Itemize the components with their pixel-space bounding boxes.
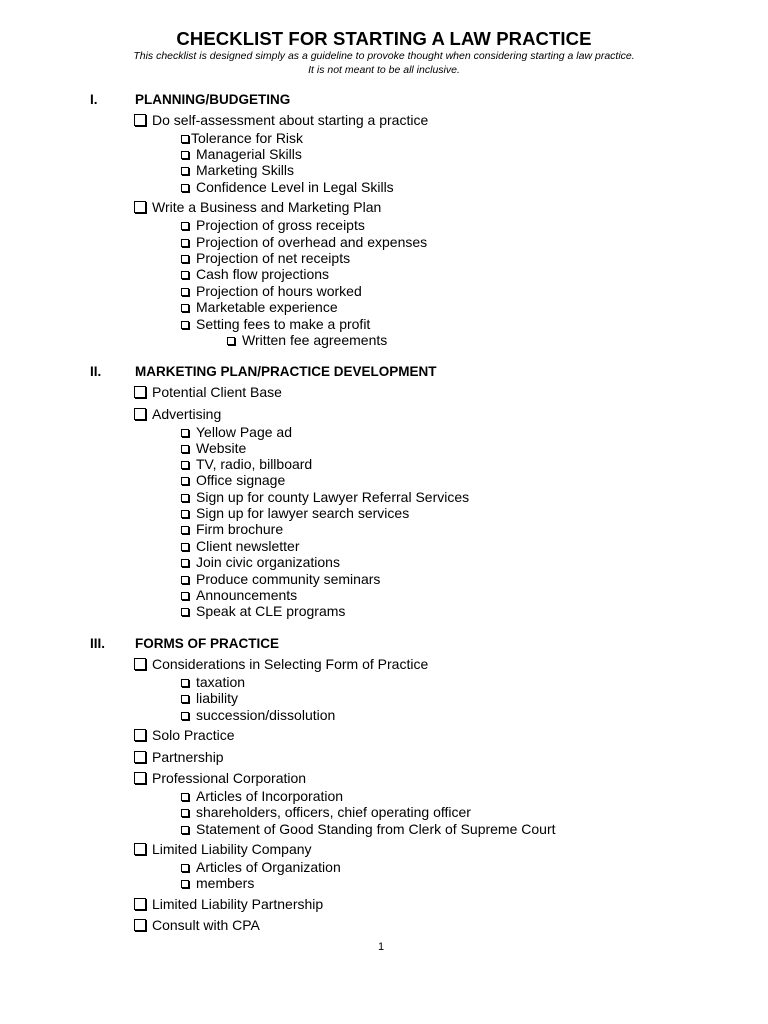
checklist-item[interactable] bbox=[134, 770, 306, 786]
item-label: Statement of Good Standing from Clerk of Supreme Court bbox=[196, 821, 556, 837]
item-label: Limited Liability Company bbox=[152, 841, 312, 857]
checklist-item[interactable] bbox=[181, 603, 345, 619]
checklist-item[interactable] bbox=[181, 179, 394, 195]
checkbox-icon[interactable] bbox=[181, 679, 189, 687]
item-label: Professional Corporation bbox=[152, 770, 307, 786]
item-label: Advertising bbox=[152, 406, 222, 422]
checklist-item[interactable] bbox=[181, 554, 340, 570]
checkbox-icon[interactable] bbox=[181, 151, 189, 159]
checkbox-icon[interactable] bbox=[181, 864, 189, 872]
checkbox-icon[interactable] bbox=[134, 658, 146, 670]
checklist-item[interactable] bbox=[134, 917, 260, 933]
checklist-item[interactable] bbox=[134, 384, 282, 400]
checkbox-icon[interactable] bbox=[134, 919, 146, 931]
checklist-item[interactable] bbox=[181, 538, 300, 554]
checklist-item[interactable] bbox=[227, 332, 387, 348]
checkbox-icon[interactable] bbox=[181, 608, 189, 616]
checklist-item[interactable] bbox=[181, 440, 246, 456]
checkbox-icon[interactable] bbox=[181, 445, 189, 453]
item-label: Consult with CPA bbox=[152, 917, 260, 933]
checklist-item[interactable] bbox=[181, 130, 303, 146]
item-label: Firm brochure bbox=[196, 521, 284, 537]
checkbox-icon[interactable] bbox=[181, 304, 189, 312]
item-label: Sign up for lawyer search services bbox=[196, 505, 410, 521]
checkbox-icon[interactable] bbox=[181, 826, 189, 834]
checklist-item[interactable] bbox=[134, 406, 221, 422]
checkbox-icon[interactable] bbox=[181, 167, 189, 175]
item-label: Announcements bbox=[196, 587, 298, 603]
checkbox-icon[interactable] bbox=[134, 408, 146, 420]
checklist-item[interactable] bbox=[181, 690, 238, 706]
item-label: Solo Practice bbox=[152, 727, 235, 743]
section-numeral: II. bbox=[90, 364, 102, 379]
checkbox-icon[interactable] bbox=[134, 729, 146, 741]
item-label: succession/dissolution bbox=[196, 707, 336, 723]
checklist-item[interactable] bbox=[181, 250, 350, 266]
checkbox-icon[interactable] bbox=[181, 576, 189, 584]
checkbox-icon[interactable] bbox=[134, 114, 146, 126]
item-label: Sign up for county Lawyer Referral Services bbox=[196, 489, 470, 505]
checklist-item[interactable] bbox=[181, 788, 343, 804]
item-label: Office signage bbox=[196, 472, 286, 488]
item-label: shareholders, officers, chief operating officer bbox=[196, 804, 471, 820]
item-label: Potential Client Base bbox=[152, 384, 282, 400]
item-label: Articles of Incorporation bbox=[196, 788, 344, 804]
item-label: Confidence Level in Legal Skills bbox=[196, 179, 394, 195]
checkbox-icon[interactable] bbox=[181, 239, 189, 247]
checkbox-icon[interactable] bbox=[181, 809, 189, 817]
item-label: Write a Business and Marketing Plan bbox=[152, 199, 382, 215]
item-label: Articles of Organization bbox=[196, 859, 341, 875]
checkbox-icon[interactable] bbox=[181, 695, 189, 703]
checklist-item[interactable] bbox=[181, 674, 245, 690]
checkbox-icon[interactable] bbox=[227, 337, 235, 345]
checkbox-icon[interactable] bbox=[181, 477, 189, 485]
checklist-item[interactable] bbox=[181, 521, 283, 537]
checkbox-icon[interactable] bbox=[181, 880, 189, 888]
page-number: 1 bbox=[378, 941, 385, 953]
checklist-item[interactable] bbox=[181, 571, 380, 587]
checklist-item[interactable] bbox=[181, 234, 427, 250]
item-label: Projection of gross receipts bbox=[196, 217, 365, 233]
item-label: Cash flow projections bbox=[196, 266, 330, 282]
section-1-heading bbox=[0, 92, 768, 110]
checklist-item[interactable] bbox=[134, 841, 312, 857]
item-label: Speak at CLE programs bbox=[196, 603, 346, 619]
checklist-item[interactable] bbox=[181, 707, 335, 723]
checklist-item[interactable] bbox=[134, 199, 381, 215]
section-3-heading bbox=[0, 636, 768, 654]
checklist-item[interactable] bbox=[181, 804, 471, 820]
item-label: Marketing Skills bbox=[196, 162, 295, 178]
checklist-item[interactable] bbox=[181, 316, 370, 332]
item-label: Setting fees to make a profit bbox=[196, 316, 371, 332]
checklist-item[interactable] bbox=[181, 424, 292, 440]
section-2-heading bbox=[0, 364, 768, 382]
checkbox-icon[interactable] bbox=[181, 271, 189, 279]
section-title: PLANNING/BUDGETING bbox=[135, 92, 291, 107]
item-label: Tolerance for Risk bbox=[191, 130, 304, 146]
checkbox-icon[interactable] bbox=[181, 494, 189, 502]
checklist-item[interactable] bbox=[181, 266, 329, 282]
checkbox-icon[interactable] bbox=[181, 543, 189, 551]
subtitle-line-2: It is not meant to be all inclusive. bbox=[308, 64, 460, 76]
item-label: Do self-assessment about starting a practice bbox=[152, 112, 429, 128]
item-label: Partnership bbox=[152, 749, 224, 765]
checklist-item[interactable] bbox=[181, 587, 297, 603]
checklist-item[interactable] bbox=[181, 217, 365, 233]
subtitle-line-1: This checklist is designed simply as a guideline to provoke thought when considering starting a law practice. bbox=[133, 50, 635, 62]
checkbox-icon[interactable] bbox=[181, 461, 189, 469]
checkbox-icon[interactable] bbox=[181, 184, 189, 192]
checkbox-icon[interactable] bbox=[134, 201, 146, 213]
checkbox-icon[interactable] bbox=[181, 510, 189, 518]
checklist-item[interactable] bbox=[134, 749, 224, 765]
checklist-item[interactable] bbox=[181, 505, 409, 521]
item-label: Projection of overhead and expenses bbox=[196, 234, 428, 250]
checklist-item[interactable] bbox=[181, 875, 254, 891]
checklist-item[interactable] bbox=[181, 299, 338, 315]
checklist-item[interactable] bbox=[181, 472, 285, 488]
checkbox-icon[interactable] bbox=[181, 255, 189, 263]
item-label: Marketable experience bbox=[196, 299, 338, 315]
checklist-item[interactable] bbox=[181, 489, 469, 505]
checkbox-icon[interactable] bbox=[134, 898, 146, 910]
item-label: liability bbox=[196, 690, 239, 706]
item-label: Produce community seminars bbox=[196, 571, 381, 587]
item-label: TV, radio, billboard bbox=[196, 456, 313, 472]
section-title: MARKETING PLAN/PRACTICE DEVELOPMENT bbox=[135, 364, 437, 379]
checkbox-icon[interactable] bbox=[181, 222, 189, 230]
checkbox-icon[interactable] bbox=[181, 288, 189, 296]
checkbox-icon[interactable] bbox=[181, 592, 189, 600]
checklist-item[interactable] bbox=[134, 112, 428, 128]
checkbox-icon[interactable] bbox=[181, 559, 189, 567]
item-label: Client newsletter bbox=[196, 538, 300, 554]
checkbox-icon[interactable] bbox=[181, 793, 189, 801]
checkbox-icon[interactable] bbox=[181, 526, 189, 534]
section-title: FORMS OF PRACTICE bbox=[135, 636, 279, 651]
document-title: CHECKLIST FOR STARTING A LAW PRACTICE bbox=[176, 28, 592, 49]
checkbox-icon[interactable] bbox=[134, 751, 146, 763]
checkbox-icon[interactable] bbox=[181, 712, 189, 720]
checklist-item[interactable] bbox=[134, 727, 234, 743]
item-label: Projection of net receipts bbox=[196, 250, 351, 266]
checklist-item[interactable] bbox=[181, 821, 556, 837]
checkbox-icon[interactable] bbox=[134, 843, 146, 855]
checkbox-icon[interactable] bbox=[181, 321, 189, 329]
checklist-item[interactable] bbox=[181, 162, 294, 178]
checkbox-icon[interactable] bbox=[181, 429, 189, 437]
section-numeral: I. bbox=[90, 92, 98, 107]
section-numeral: III. bbox=[90, 636, 106, 651]
item-label: Managerial Skills bbox=[196, 146, 302, 162]
checklist-item[interactable] bbox=[181, 859, 341, 875]
item-label: Considerations in Selecting Form of Practice bbox=[152, 656, 429, 672]
item-label: members bbox=[196, 875, 255, 891]
checklist-item[interactable] bbox=[134, 896, 323, 912]
checkbox-icon[interactable] bbox=[181, 135, 189, 143]
item-label: Yellow Page ad bbox=[196, 424, 293, 440]
item-label: Join civic organizations bbox=[196, 554, 340, 570]
checklist-item[interactable] bbox=[181, 283, 362, 299]
checklist-item[interactable] bbox=[181, 456, 312, 472]
item-label: Projection of hours worked bbox=[196, 283, 362, 299]
item-label: Limited Liability Partnership bbox=[152, 896, 324, 912]
checklist-item[interactable] bbox=[134, 656, 428, 672]
checklist-item[interactable] bbox=[181, 146, 302, 162]
checkbox-icon[interactable] bbox=[134, 386, 146, 398]
item-label: taxation bbox=[196, 674, 246, 690]
item-label: Website bbox=[196, 440, 247, 456]
item-label: Written fee agreements bbox=[242, 332, 388, 348]
checkbox-icon[interactable] bbox=[134, 772, 146, 784]
